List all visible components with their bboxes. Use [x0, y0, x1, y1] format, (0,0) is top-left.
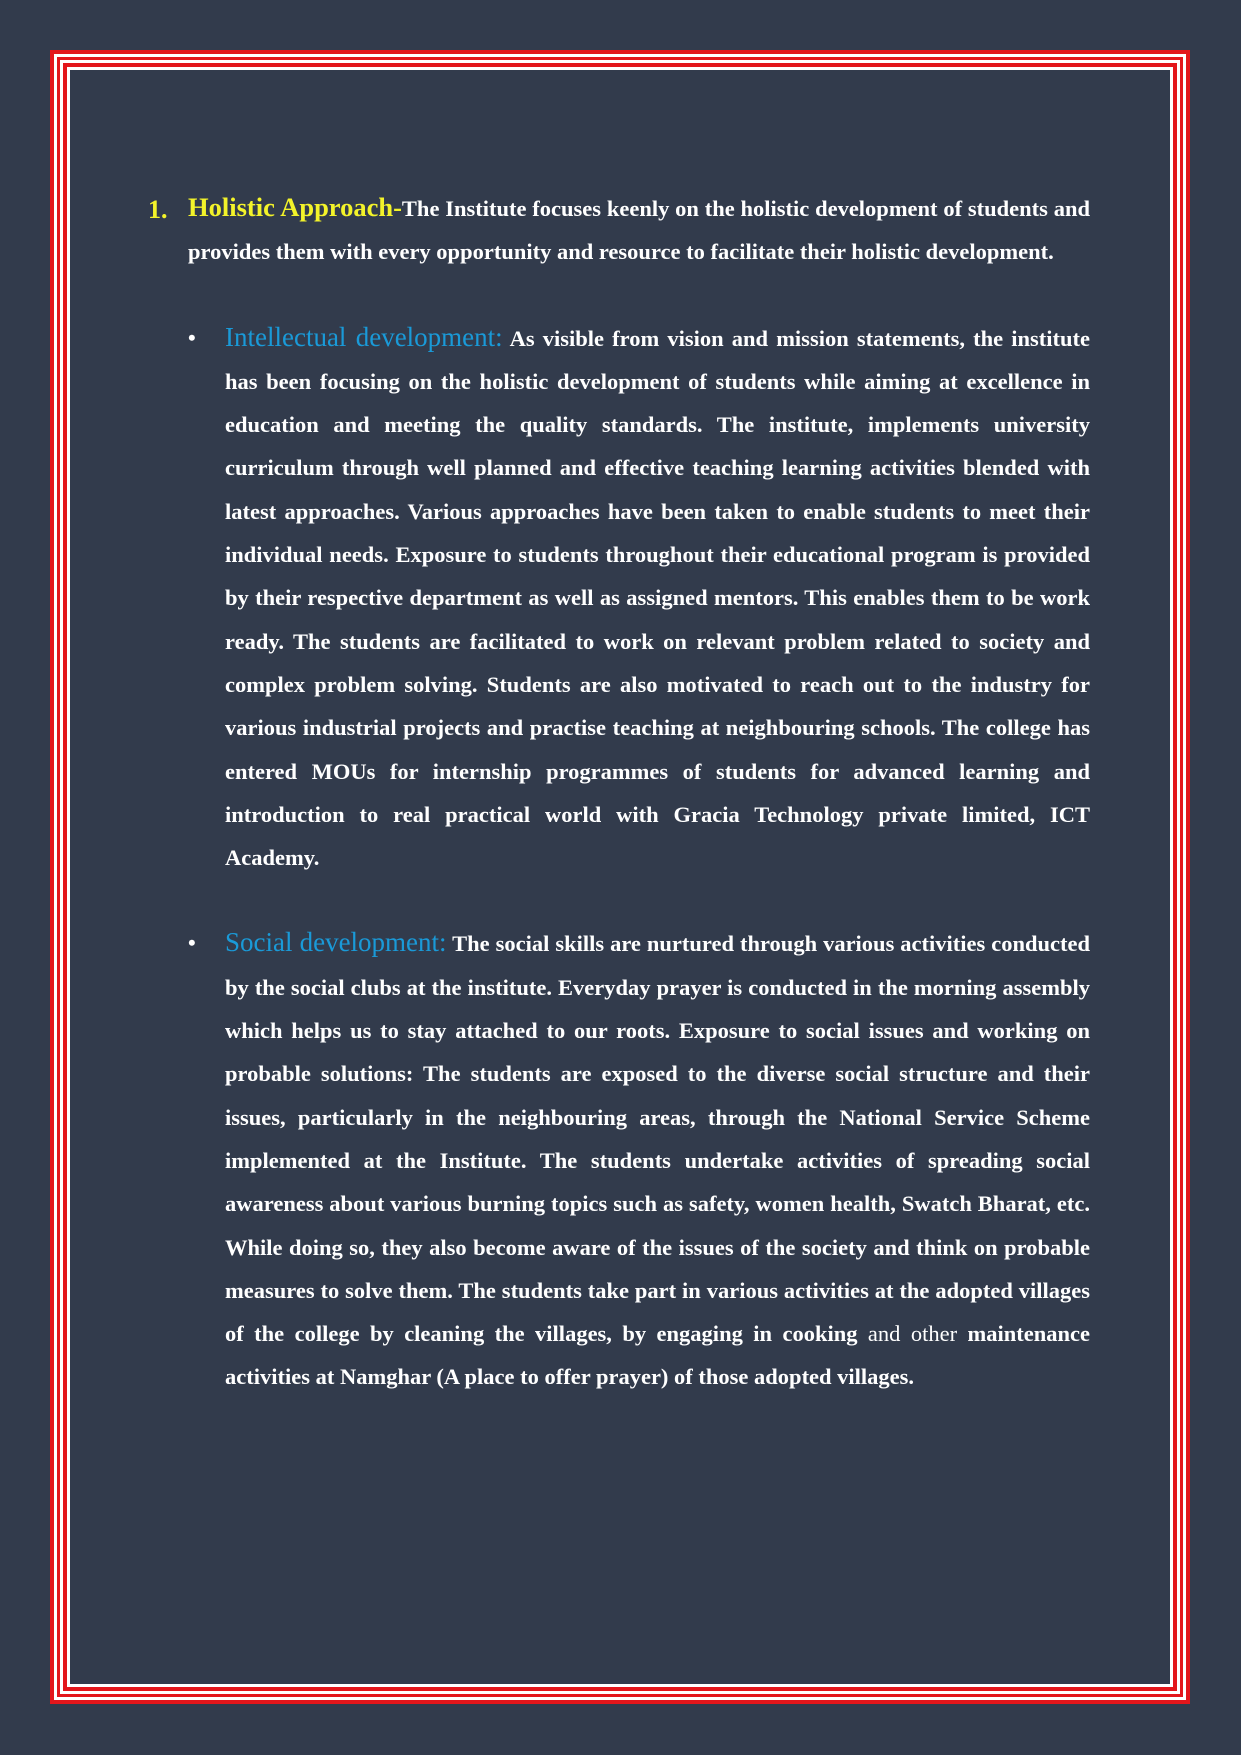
- list-item-intellectual-development: [188, 316, 1090, 880]
- section-heading: Holistic Approach-: [188, 192, 402, 222]
- bullet-paragraph: [225, 316, 1090, 880]
- bullet-heading: Social development:: [225, 927, 447, 958]
- bullet-icon: •: [188, 324, 196, 350]
- document-content: [148, 186, 1090, 1441]
- bullet-icon: •: [188, 930, 196, 956]
- bullet-body-light: and other: [857, 1321, 968, 1347]
- bullet-body: As visible from vision and mission statements, the institute has been focusing on the holistic development of students while aiming at excellence in education and meeting the quality standards. The institute, implements university curriculum through well planned and effective teaching learning activities blended with latest approaches. Various approaches have been taken to enable students to meet their individual needs. Exposure to students throughout their educational program is provided by their respective department as well as assigned mentors. This enables them to be work ready. The students are facilitated to work on relevant problem related to society and complex problem solving. Students are also motivated to reach out to the industry for various industrial projects and practise teaching at neighbouring schools. The college has entered MOUs for internship programmes of students for advanced learning and introduction to real practical world with Gracia Technology private limited, ICT Academy.: [225, 325, 1090, 871]
- section-paragraph: [188, 186, 1090, 274]
- bullet-paragraph: [225, 921, 1090, 1398]
- section-holistic-approach: [148, 186, 1090, 274]
- list-item-social-development: [188, 921, 1090, 1398]
- bullet-body: The social skills are nurtured through various activities conducted by the social clubs at the institute. Everyday prayer is conducted in the morning assembly which helps us to stay attached to our roots. Exposure to social issues and working on probable solutions: The students are exposed to the diverse social structure and their issues, particularly in the neighbouring areas, through the National Service Scheme implemented at the Institute. The students undertake activities of spreading social awareness about various burning topics such as safety, women health, Swatch Bharat, etc. While doing so, they also become aware of the issues of the society and think on probable measures to solve them. The students take part in various activities at the adopted villages of the college by cleaning the villages, by engaging in cooking: [225, 931, 1091, 1347]
- section-number: 1.: [148, 195, 168, 224]
- bullet-heading: Intellectual development:: [225, 321, 503, 352]
- bullet-list: [148, 316, 1090, 1399]
- bullet-body: maintenance activities at Namghar (A place to offer prayer) of those adopted villages.: [225, 1321, 1091, 1390]
- section-body: The Institute focuses keenly on the holistic development of students and provides them with every opportunity and resource to facilitate their holistic development.: [188, 196, 1091, 265]
